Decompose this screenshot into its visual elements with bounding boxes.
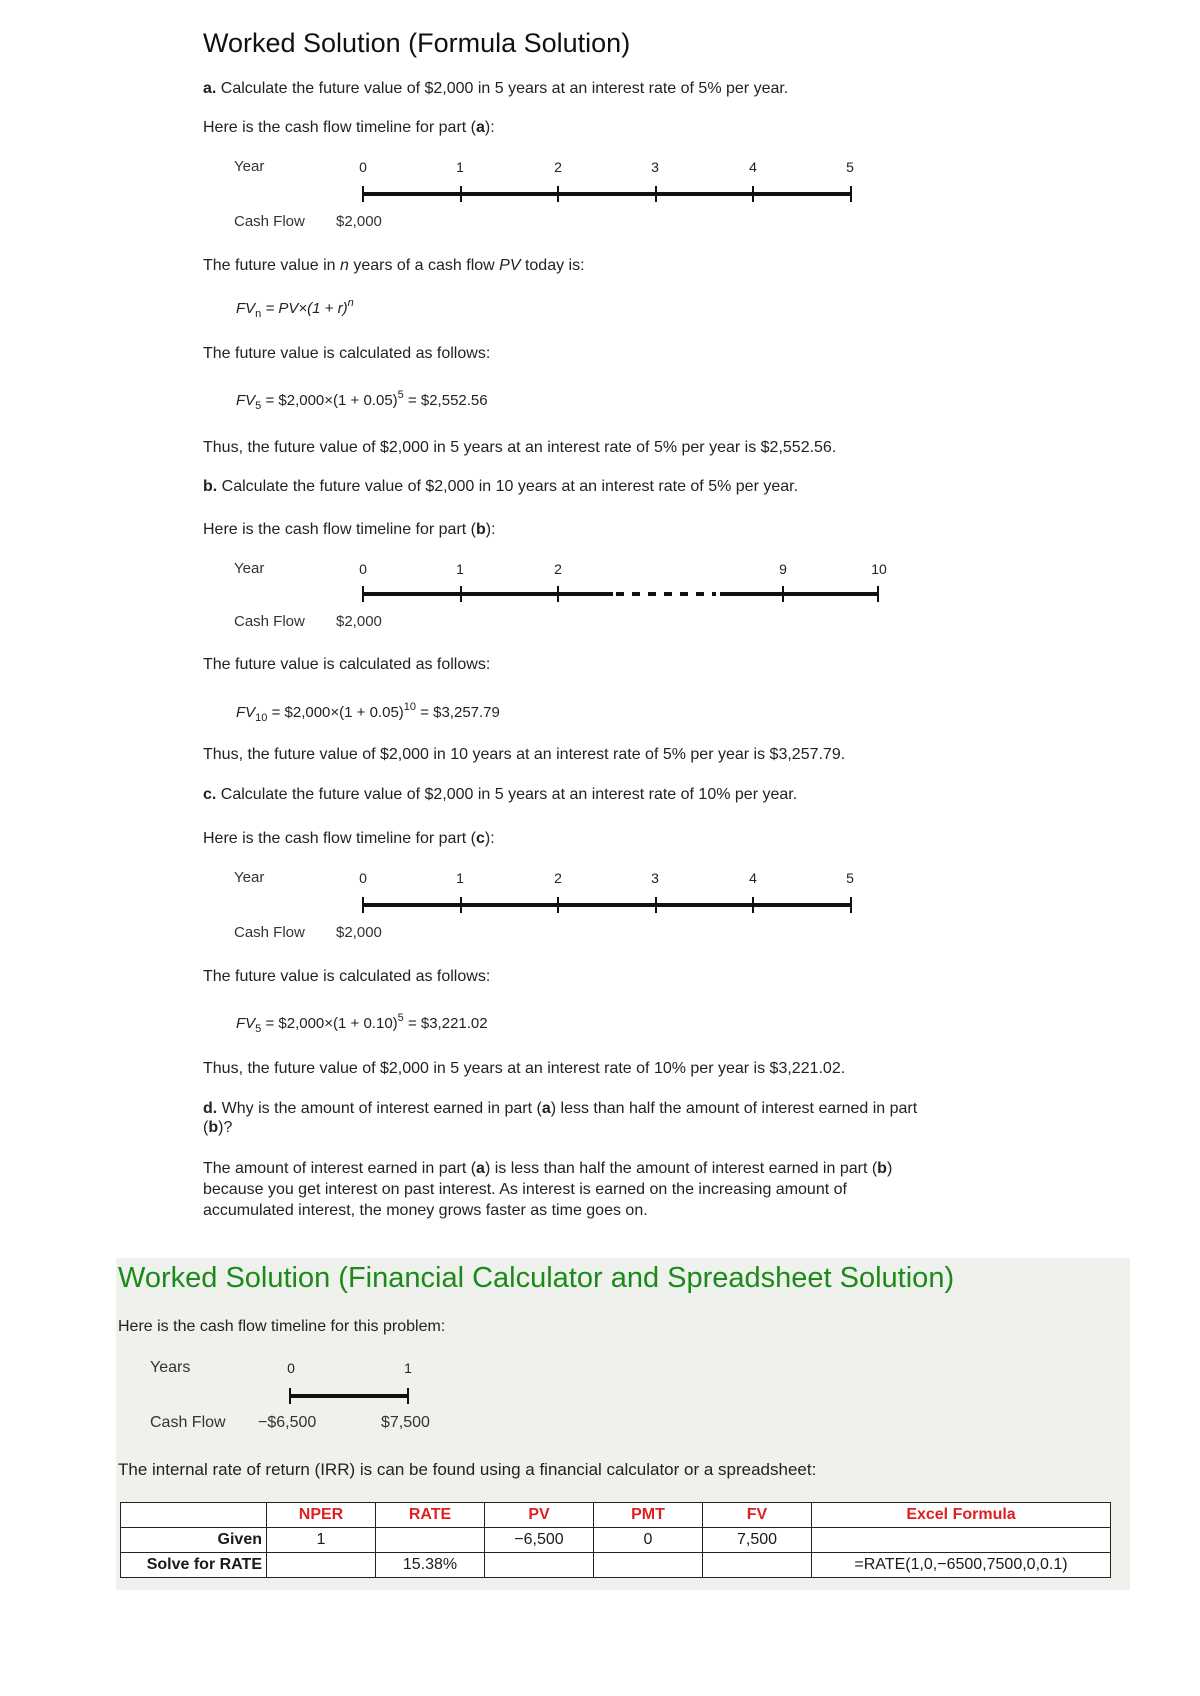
- timeline-year-label: Year: [234, 869, 265, 886]
- timeline-tick: [877, 586, 879, 602]
- year-tick-label: 9: [779, 561, 787, 577]
- formula-general: $FV_n = PV\times(1 + r)^n$: [236, 297, 354, 320]
- year-tick-label: 0: [359, 159, 367, 175]
- year-tick-label: 1: [404, 1360, 412, 1376]
- calc-intro-c: The future value is calculated as follows:: [203, 968, 491, 985]
- table-cell: [485, 1553, 594, 1578]
- table-header-cell: FV: [703, 1503, 812, 1528]
- timeline-years-label: Years: [150, 1359, 191, 1376]
- question-d-line1: d. Why is the amount of interest earned in part (a) less than half the amount of interest earned in part: [203, 1100, 918, 1117]
- year-tick-label: 1: [456, 870, 464, 886]
- timeline-tick: [460, 186, 462, 202]
- section-title-calculator: Worked Solution (Financial Calculator and Spreadsheet Solution): [118, 1262, 955, 1294]
- timeline-intro-b: Here is the cash flow timeline for part (b):: [203, 521, 496, 538]
- timeline-bar: [363, 903, 851, 907]
- table-cell: [812, 1528, 1111, 1553]
- conclusion-a: Thus, the future value of $2,000 in 5 years at an interest rate of 5% per year is $2,552.56.: [203, 439, 837, 456]
- table-header-cell: PV: [485, 1503, 594, 1528]
- year-tick-label: 0: [359, 870, 367, 886]
- timeline-tick: [850, 186, 852, 202]
- calc-intro-a: The future value is calculated as follows:: [203, 345, 491, 362]
- timeline-dashed-gap: [616, 592, 716, 596]
- timeline-bar: [720, 592, 878, 596]
- year-tick-label: 5: [846, 159, 854, 175]
- timeline-tick: [557, 897, 559, 913]
- calculator-table: [120, 1502, 1111, 1578]
- irr-explanation: The internal rate of return (IRR) is can be found using a financial calculator or a spreadsheet:: [118, 1460, 817, 1479]
- timeline-tick: [460, 586, 462, 602]
- table-cell: =RATE(1,0,−6500,7500,0,0.1): [812, 1553, 1111, 1578]
- table-header-cell: NPER: [267, 1503, 376, 1528]
- year-tick-label: 4: [749, 870, 757, 886]
- timeline-intro-c: Here is the cash flow timeline for part (c):: [203, 830, 495, 847]
- year-tick-label: 3: [651, 870, 659, 886]
- year-tick-label: 3: [651, 159, 659, 175]
- table-cell: 7,500: [703, 1528, 812, 1553]
- question-d-line2: (b)?: [203, 1119, 233, 1136]
- timeline-tick: [655, 186, 657, 202]
- year-tick-label: 2: [554, 159, 562, 175]
- table-header-cell: Excel Formula: [812, 1503, 1111, 1528]
- year-tick-label: 4: [749, 159, 757, 175]
- timeline-bar: [363, 192, 851, 196]
- cash-flow-value: $7,500: [381, 1414, 430, 1431]
- fv-intro-a: The future value in n years of a cash flow PV today is:: [203, 257, 585, 274]
- table-header-cell: [121, 1503, 267, 1528]
- cash-flow-label: Cash Flow: [234, 613, 305, 630]
- timeline-tick: [460, 897, 462, 913]
- timeline-tick: [557, 186, 559, 202]
- year-tick-label: 1: [456, 561, 464, 577]
- cash-flow-value: $2,000: [336, 924, 382, 941]
- year-tick-label: 0: [359, 561, 367, 577]
- table-cell: 1: [267, 1528, 376, 1553]
- answer-d-line1: The amount of interest earned in part (a) is less than half the amount of interest earned in part (b): [203, 1160, 893, 1177]
- timeline-tick: [655, 897, 657, 913]
- calc-intro-b: The future value is calculated as follows:: [203, 656, 491, 673]
- table-cell: [376, 1528, 485, 1553]
- table-cell: 15.38%: [376, 1553, 485, 1578]
- table-header-row: [121, 1503, 1111, 1528]
- year-tick-label: 2: [554, 870, 562, 886]
- year-tick-label: 5: [846, 870, 854, 886]
- timeline-tick: [557, 586, 559, 602]
- table-cell: [267, 1553, 376, 1578]
- timeline-intro-a: Here is the cash flow timeline for part (a):: [203, 119, 495, 136]
- timeline-tick: [362, 186, 364, 202]
- formula-c: $FV_5$ = $2,000×(1 + 0.10)$^5$ = $3,221.02: [236, 1012, 488, 1035]
- table-cell: −6,500: [485, 1528, 594, 1553]
- cash-flow-value: $2,000: [336, 213, 382, 230]
- formula-b: $FV_{10}$ = $2,000×(1 + 0.05)$^{10}$ = $3,257.79: [236, 701, 500, 724]
- table-header-cell: PMT: [594, 1503, 703, 1528]
- timeline-tick: [407, 1388, 409, 1404]
- timeline-tick: [752, 186, 754, 202]
- conclusion-b: Thus, the future value of $2,000 in 10 years at an interest rate of 5% per year is $3,257.79.: [203, 746, 846, 763]
- table-row-label: Given: [121, 1528, 267, 1553]
- formula-a: $FV_5$ = $2,000×(1 + 0.05)$^5$ = $2,552.56: [236, 389, 488, 412]
- timeline-bar: [290, 1394, 408, 1398]
- year-tick-label: 10: [871, 561, 887, 577]
- cash-flow-label: Cash Flow: [234, 924, 305, 941]
- cash-flow-value: $2,000: [336, 613, 382, 630]
- timeline-bar: [363, 592, 613, 596]
- question-b: b. Calculate the future value of $2,000 in 10 years at an interest rate of 5% per year.: [203, 478, 799, 495]
- answer-d-line3: accumulated interest, the money grows faster as time goes on.: [203, 1202, 648, 1219]
- table-row: [121, 1553, 1111, 1578]
- timeline-tick: [362, 586, 364, 602]
- cash-flow-label: Cash Flow: [150, 1414, 226, 1431]
- timeline-tick: [752, 897, 754, 913]
- year-tick-label: 2: [554, 561, 562, 577]
- table-cell: [594, 1553, 703, 1578]
- timeline-year-label: Year: [234, 560, 265, 577]
- table-row-label: Solve for RATE: [121, 1553, 267, 1578]
- cash-flow-value: −$6,500: [258, 1414, 317, 1431]
- question-c: c. Calculate the future value of $2,000 in 5 years at an interest rate of 10% per year.: [203, 786, 798, 803]
- table-cell: [703, 1553, 812, 1578]
- timeline-tick: [362, 897, 364, 913]
- conclusion-c: Thus, the future value of $2,000 in 5 years at an interest rate of 10% per year is $3,221.02.: [203, 1060, 846, 1077]
- timeline-tick: [850, 897, 852, 913]
- year-tick-label: 0: [287, 1360, 295, 1376]
- page-title: Worked Solution (Formula Solution): [203, 28, 631, 58]
- timeline-tick: [289, 1388, 291, 1404]
- answer-d-line2: because you get interest on past interest. As interest is earned on the increasing amount of: [203, 1181, 847, 1198]
- timeline-intro-problem: Here is the cash flow timeline for this problem:: [118, 1318, 446, 1335]
- timeline-tick: [782, 586, 784, 602]
- table-header-cell: RATE: [376, 1503, 485, 1528]
- question-a: a. Calculate the future value of $2,000 in 5 years at an interest rate of 5% per year.: [203, 80, 789, 97]
- table-row: [121, 1528, 1111, 1553]
- timeline-year-label: Year: [234, 158, 265, 175]
- cash-flow-label: Cash Flow: [234, 213, 305, 230]
- year-tick-label: 1: [456, 159, 464, 175]
- table-cell: 0: [594, 1528, 703, 1553]
